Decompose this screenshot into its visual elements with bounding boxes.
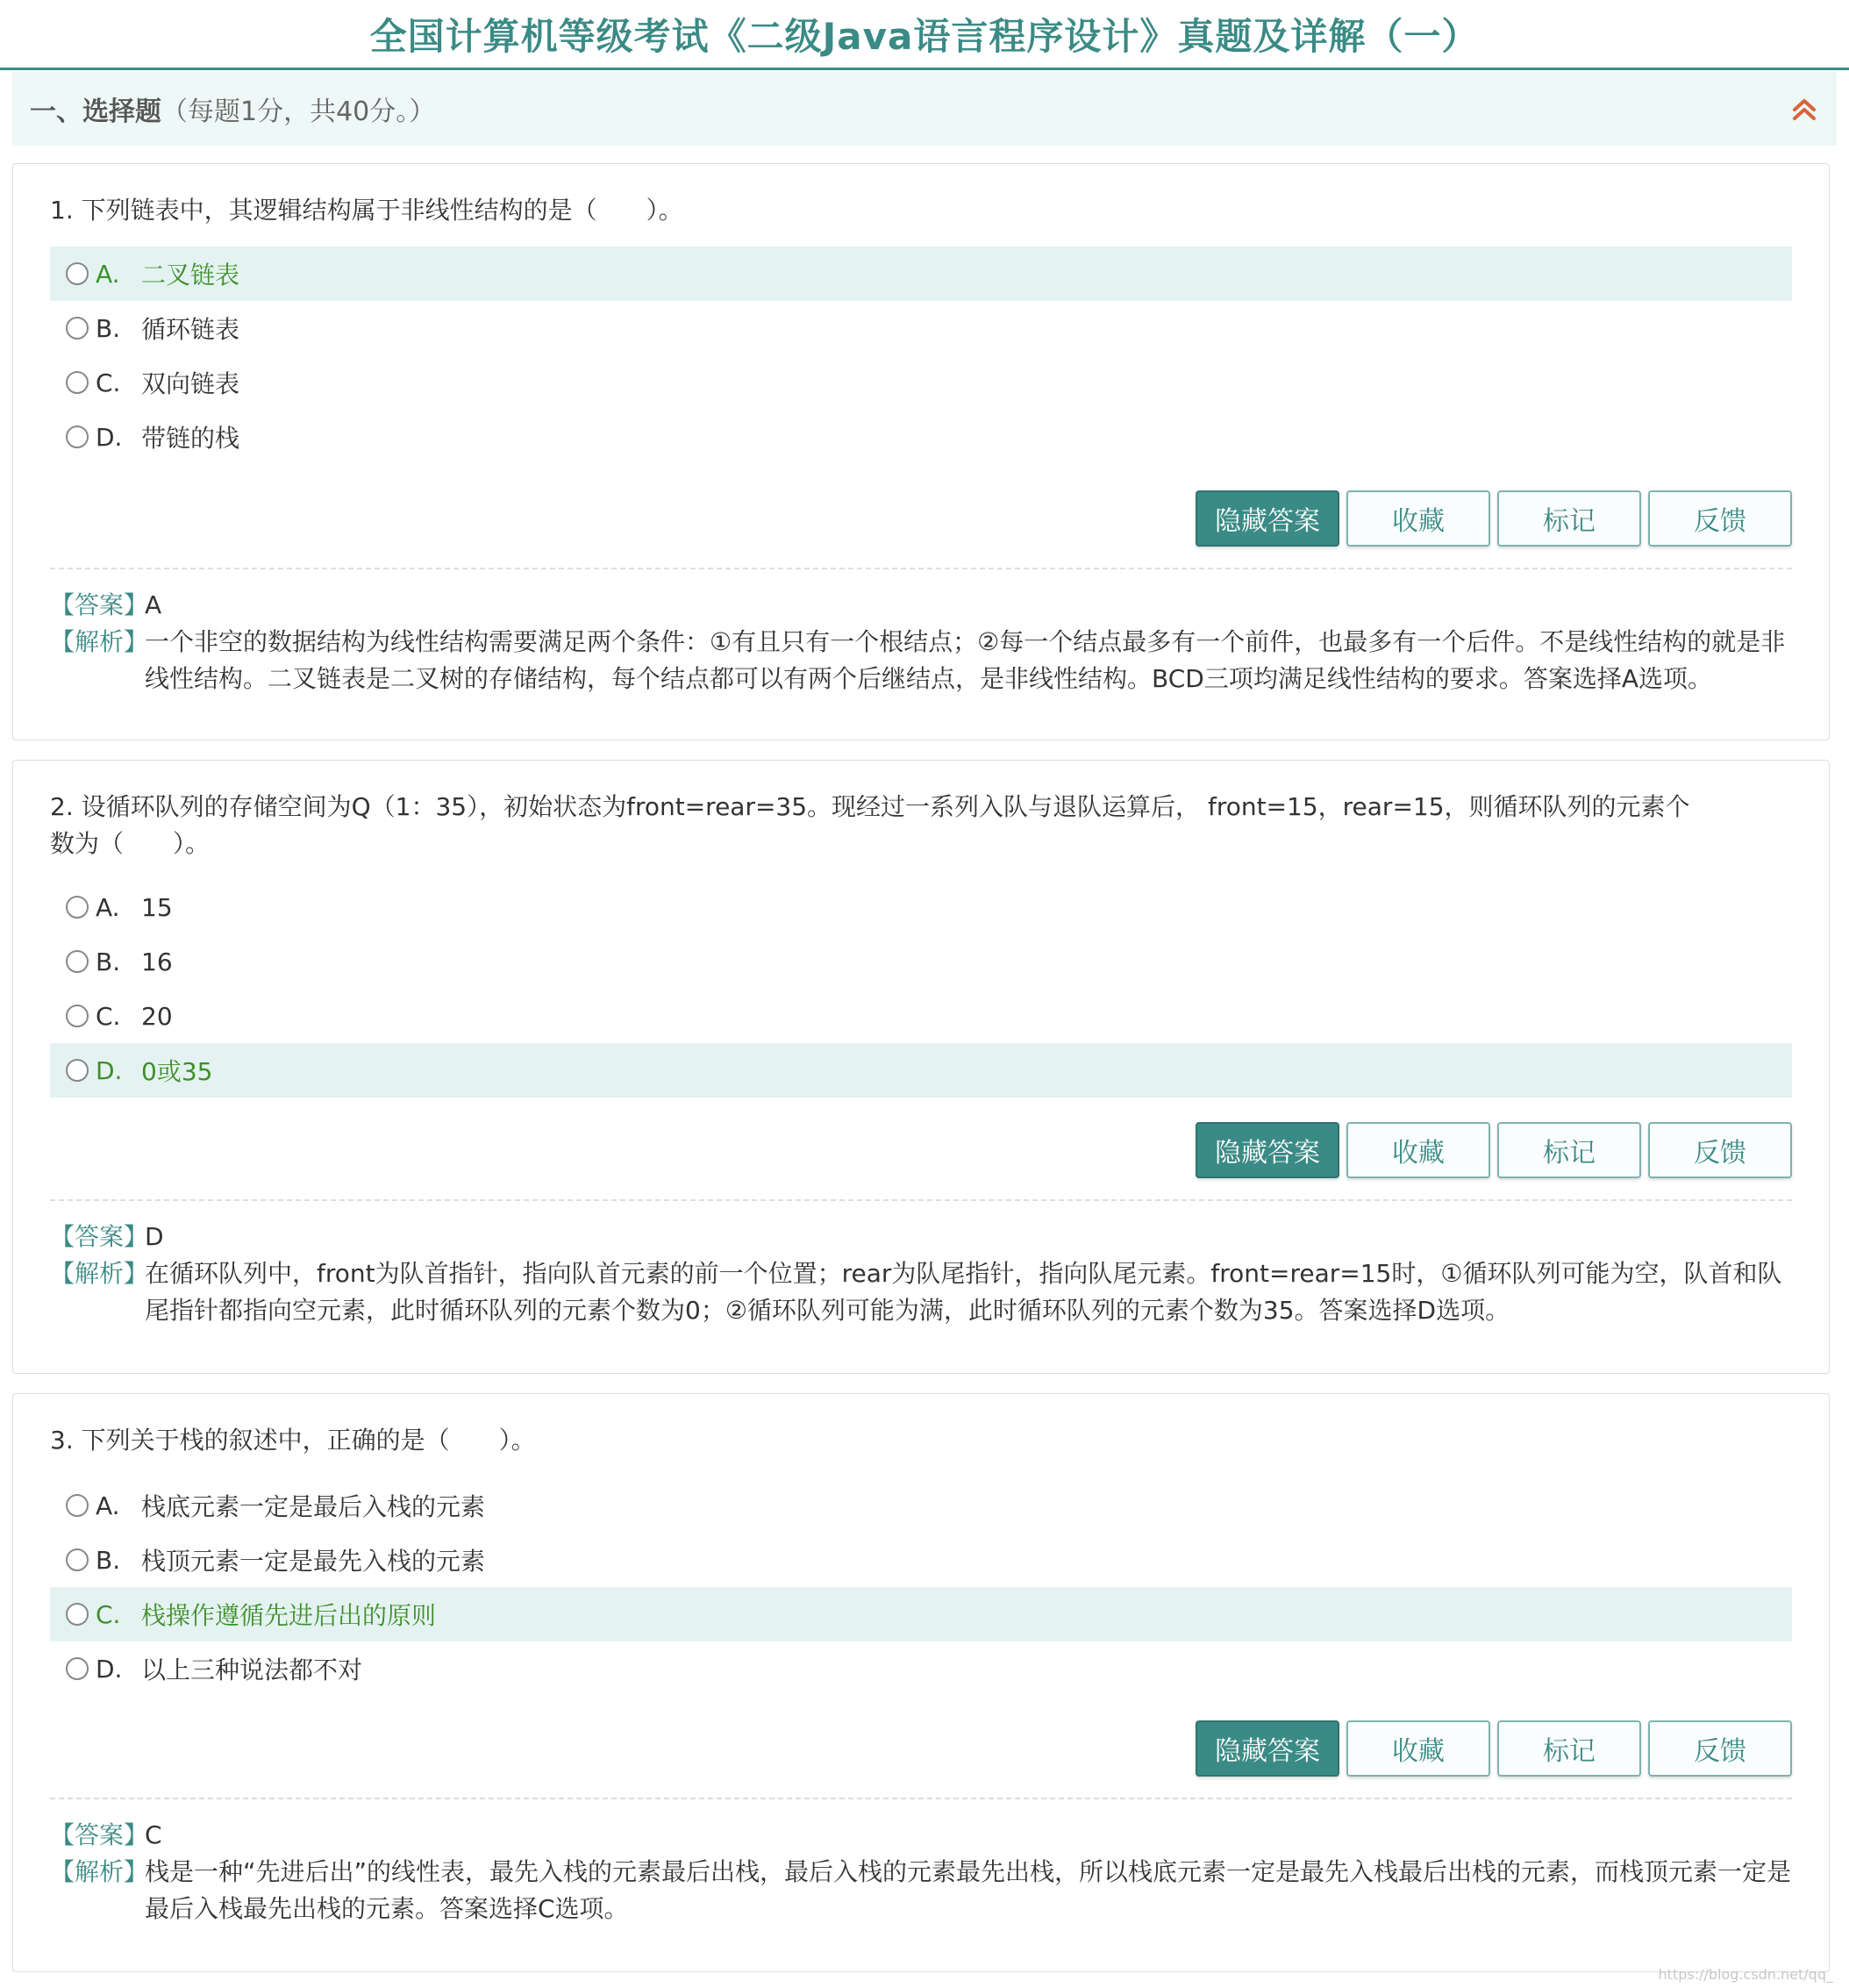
radio-icon[interactable] [66,896,89,919]
radio-icon[interactable] [66,1005,89,1027]
option-d[interactable] [50,410,1792,464]
option-text: 0或35 [141,1057,213,1086]
collapse-icon[interactable] [1789,94,1819,124]
answer-value: D [145,1222,164,1251]
radio-icon[interactable] [66,950,89,973]
mark-button[interactable]: 标记 [1497,1720,1641,1777]
option-letter: A. [96,892,120,922]
section-header[interactable] [12,72,1837,146]
analysis-label: 【解析】 [50,1259,149,1288]
feedback-button[interactable]: 反馈 [1648,1720,1792,1777]
option-b[interactable] [50,301,1792,355]
option-letter: C. [96,368,121,397]
option-letter: B. [96,313,121,343]
divider [50,568,1792,569]
option-text: 栈顶元素一定是最先入栈的元素 [141,1547,486,1576]
radio-icon[interactable] [66,262,89,285]
option-text: 以上三种说法都不对 [141,1655,363,1684]
option-b[interactable] [50,934,1792,989]
section-title: 一、选择题 [30,97,161,127]
watermark: https://blog.csdn.net/qq_ [1658,1966,1833,1983]
radio-icon[interactable] [66,1548,89,1571]
option-text: 循环链表 [141,315,240,344]
answer-label: 【答案】 [50,1222,149,1251]
option-b[interactable] [50,1533,1792,1587]
option-letter: D. [96,1055,123,1085]
option-text: 带链的栈 [141,424,240,453]
analysis-text: 在循环队列中，front为队首指针，指向队首元素的前一个位置；rear为队尾指针，指向队尾元素。front=rear=15时，①循环队列可能为空，队首和队尾指针都指向空元素，此时循环队列的元素个数为0；②循环队列可能为满，此时循环队列的元素个数为35。答案选择D选项。 [145,1259,1782,1325]
option-a[interactable] [50,247,1792,301]
option-letter: C. [96,1599,121,1629]
mark-button[interactable]: 标记 [1497,490,1641,547]
question-stem: 1. 下列链表中，其逻辑结构属于非线性结构的是（ ）。 [50,196,683,225]
section-heading [30,89,435,128]
favorite-button[interactable]: 收藏 [1346,1122,1490,1178]
option-letter: B. [96,1545,121,1575]
question-stem: 3. 下列关于栈的叙述中，正确的是（ ）。 [50,1426,536,1455]
radio-icon[interactable] [66,425,89,448]
option-letter: A. [96,1491,120,1520]
option-text: 二叉链表 [141,261,240,290]
answer-block [50,587,1792,697]
page-title: 全国计算机等级考试《二级Java语言程序设计》真题及详解（一） [369,14,1480,58]
radio-icon[interactable] [66,1603,89,1626]
option-text: 20 [141,1001,173,1031]
page-header [0,0,1849,70]
question-stem: 2. 设循环队列的存储空间为Q（1：35），初始状态为front=rear=35。现经过一系列入队与退队运算后， front=15，rear=15，则循环队列的元素个数为（ ）。 [50,792,1690,858]
answer-block [50,1817,1792,1927]
option-a[interactable] [50,1478,1792,1533]
favorite-button[interactable]: 收藏 [1346,490,1490,547]
analysis-text: 栈是一种“先进后出”的线性表，最先入栈的元素最后出栈，最后入栈的元素最先出栈，所以栈底元素一定是最先入栈最后出栈的元素，而栈顶元素一定是最后入栈最先出栈的元素。答案选择C选项。 [145,1857,1792,1923]
option-a[interactable] [50,880,1792,934]
option-text: 栈底元素一定是最后入栈的元素 [141,1492,486,1521]
feedback-button[interactable]: 反馈 [1648,490,1792,547]
option-c[interactable] [50,989,1792,1043]
question-card-3 [12,1393,1830,1972]
divider [50,1199,1792,1201]
question-card-1 [12,163,1830,740]
hide-answer-button[interactable]: 隐藏答案 [1196,1720,1339,1777]
option-text: 双向链表 [141,369,240,398]
option-d[interactable] [50,1641,1792,1696]
action-buttons [1196,1122,1792,1178]
answer-value: A [145,590,162,619]
answer-value: C [145,1820,162,1849]
radio-icon[interactable] [66,371,89,394]
feedback-button[interactable]: 反馈 [1648,1122,1792,1178]
answer-label: 【答案】 [50,590,149,619]
option-text: 15 [141,892,173,922]
option-text: 16 [141,947,173,976]
option-d[interactable] [50,1043,1792,1098]
radio-icon[interactable] [66,1657,89,1680]
option-letter: B. [96,947,121,976]
question-card-2 [12,760,1830,1374]
analysis-text: 一个非空的数据结构为线性结构需要满足两个条件：①有且只有一个根结点；②每一个结点最多有一个前件，也最多有一个后件。不是线性结构的就是非线性结构。二叉链表是二叉树的存储结构，每个结点都可以有两个后继结点，是非线性结构。BCD三项均满足线性结构的要求。答案选择A选项。 [145,627,1786,693]
analysis-label: 【解析】 [50,1857,149,1886]
option-letter: D. [96,1654,123,1684]
option-text: 栈操作遵循先进后出的原则 [141,1601,437,1630]
radio-icon[interactable] [66,317,89,340]
section-note: （每题1分，共40分。） [161,97,436,127]
radio-icon[interactable] [66,1059,89,1082]
action-buttons [1196,490,1792,547]
divider [50,1798,1792,1799]
option-c[interactable] [50,355,1792,410]
answer-label: 【答案】 [50,1820,149,1849]
hide-answer-button[interactable]: 隐藏答案 [1196,1122,1339,1178]
action-buttons [1196,1720,1792,1777]
favorite-button[interactable]: 收藏 [1346,1720,1490,1777]
option-letter: A. [96,259,120,289]
radio-icon[interactable] [66,1494,89,1517]
option-c[interactable] [50,1587,1792,1641]
hide-answer-button[interactable]: 隐藏答案 [1196,490,1339,547]
option-letter: C. [96,1001,121,1031]
mark-button[interactable]: 标记 [1497,1122,1641,1178]
analysis-label: 【解析】 [50,627,149,656]
answer-block [50,1219,1792,1329]
option-letter: D. [96,422,123,452]
